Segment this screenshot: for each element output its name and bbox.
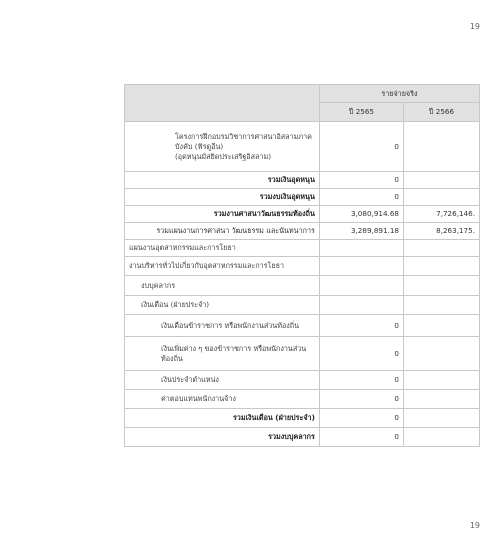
row-value-2566: [403, 296, 479, 315]
row-value-2565: [319, 240, 403, 257]
row-value-2566: [403, 315, 479, 337]
row-value-2566: [403, 371, 479, 390]
row-label-line: (อุดหนุนมัสยิดประเสริฐอิสลาม): [175, 151, 271, 161]
header-description-cell: [125, 85, 320, 122]
row-value-2566: 7,726,146.: [403, 206, 479, 223]
row-label: รวมเงินเดือน (ฝ่ายประจำ): [125, 409, 320, 428]
table-row: [125, 276, 480, 296]
table-row: [125, 371, 480, 390]
row-value-2565: 0: [319, 337, 403, 371]
table-row: [125, 223, 480, 240]
table-row: [125, 390, 480, 409]
row-value-2565: [319, 296, 403, 315]
row-label: รวมงบเงินอุดหนุน: [125, 189, 320, 206]
table-row: [125, 315, 480, 337]
header-actual-expense: รายจ่ายจริง: [319, 85, 479, 103]
row-label: งานบริหารทั่วไปเกี่ยวกับอุตสาหกรรมและการโยธา: [125, 257, 320, 276]
table-row: [125, 296, 480, 315]
row-label: รวมเงินอุดหนุน: [125, 172, 320, 189]
row-value-2565: 0: [319, 189, 403, 206]
table-row: [125, 122, 480, 172]
row-value-2565: 0: [319, 390, 403, 409]
row-value-2565: 3,289,891.18: [319, 223, 403, 240]
row-label: รวมงบบุคลากร: [125, 428, 320, 447]
row-value-2566: [403, 409, 479, 428]
row-label: รวมงานศาสนาวัฒนธรรมท้องถิ่น: [125, 206, 320, 223]
table-row: [125, 428, 480, 447]
row-value-2566: 8,263,175.: [403, 223, 479, 240]
row-label: แผนงานอุตสาหกรรมและการโยธา: [125, 240, 320, 257]
row-label: งบบุคลากร: [125, 276, 320, 296]
row-value-2566: [403, 172, 479, 189]
row-label: เงินเดือนข้าราชการ หรือพนักงานส่วนท้องถิ่น: [125, 315, 320, 337]
row-value-2566: [403, 122, 479, 172]
table-row: [125, 240, 480, 257]
row-value-2566: [403, 428, 479, 447]
row-value-2566: [403, 189, 479, 206]
header-year-2566: ปี 2566: [403, 103, 479, 122]
header-year-2565: ปี 2565: [319, 103, 403, 122]
table-row: [125, 206, 480, 223]
row-value-2566: [403, 276, 479, 296]
row-value-2565: 0: [319, 371, 403, 390]
table-row: [125, 172, 480, 189]
table-row: [125, 337, 480, 371]
row-label: เงินประจำตำแหน่ง: [125, 371, 320, 390]
row-label: [125, 122, 320, 172]
row-value-2565: [319, 276, 403, 296]
row-value-2565: 0: [319, 172, 403, 189]
row-value-2566: [403, 257, 479, 276]
page-number-bottom: 19: [469, 521, 480, 530]
row-value-2566: [403, 240, 479, 257]
row-label: รวมแผนงานการศาสนา วัฒนธรรม และนันทนาการ: [125, 223, 320, 240]
row-value-2566: [403, 337, 479, 371]
row-value-2565: 3,080,914.68: [319, 206, 403, 223]
row-value-2566: [403, 390, 479, 409]
row-label: เงินเดือน (ฝ่ายประจำ): [125, 296, 320, 315]
row-label: ค่าตอบแทนพนักงานจ้าง: [125, 390, 320, 409]
row-value-2565: 0: [319, 409, 403, 428]
row-value-2565: 0: [319, 315, 403, 337]
table-row: [125, 409, 480, 428]
budget-table: [124, 84, 480, 447]
table-row: [125, 257, 480, 276]
row-value-2565: 0: [319, 122, 403, 172]
row-value-2565: 0: [319, 428, 403, 447]
table-row: [125, 189, 480, 206]
row-value-2565: [319, 257, 403, 276]
row-label: เงินเพิ่มต่าง ๆ ของข้าราชการ หรือพนักงานส่วนท้องถิ่น: [125, 337, 320, 371]
page-number-top: 19: [469, 22, 480, 31]
row-label-line: โครงการฝึกอบรมวิชาการศาสนาอิสลามภาคบังคับ (ฟัรดูอีน): [175, 131, 312, 151]
